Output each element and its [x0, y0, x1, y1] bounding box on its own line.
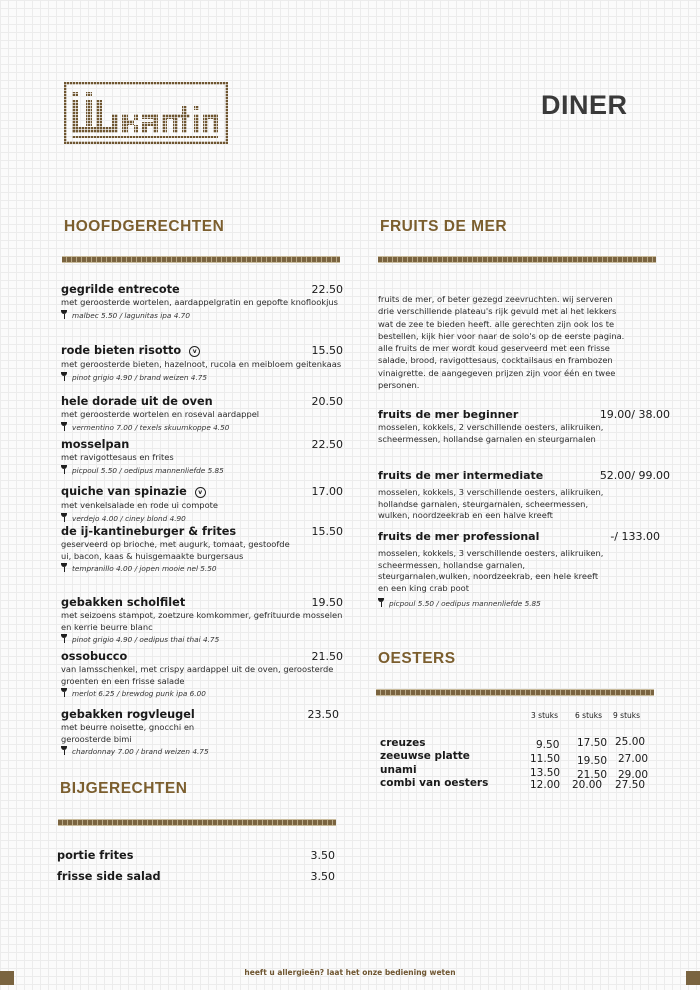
corner-mark — [686, 971, 700, 985]
oyster-price: 27.00 — [618, 753, 649, 765]
platter-price: 19.00/ 38.00 — [599, 408, 670, 421]
platter-description: mosselen, kokkels, 2 verschillende oesters, alikruiken, scheermessen, hollandse garnalen en steurgarnalen — [378, 422, 604, 444]
dish-description: met ravigottesaus en frites — [61, 452, 174, 462]
wine-glass-icon — [61, 513, 67, 522]
side-dish — [57, 849, 335, 862]
side-dish — [57, 870, 335, 883]
dish-name: hele dorade uit de oven — [61, 395, 213, 408]
side-dish-price: 3.50 — [310, 870, 335, 883]
menu-item — [61, 395, 343, 433]
wine-glass-icon — [61, 422, 67, 431]
wine-glass-icon — [61, 465, 67, 474]
drink-pairing: picpoul 5.50 / oedipus mannenliefde 5.85 — [61, 465, 343, 476]
oyster-name: zeeuwse platte — [380, 750, 470, 762]
dish-name: mosselpan — [61, 438, 130, 451]
menu-item — [61, 283, 343, 321]
wine-glass-icon — [61, 746, 67, 755]
oyster-name: unami — [380, 764, 417, 776]
menu-item — [61, 438, 343, 476]
side-dish-name: portie frites — [57, 849, 134, 862]
drink-pairing: verdejo 4.00 / ciney blond 4.90 — [61, 513, 343, 524]
dish-name: gegrilde entrecote — [61, 283, 180, 296]
platter-item — [378, 530, 660, 609]
menu-item — [61, 525, 343, 574]
dish-price: 15.50 — [311, 344, 343, 357]
drink-pairing: pinot grigio 4.90 / oedipus thai thai 4.75 — [61, 634, 343, 645]
menu-item — [61, 596, 343, 645]
dish-name: de ij-kantineburger & frites — [61, 525, 237, 538]
section-title-bijgerechten: BIJGERECHTEN — [60, 780, 188, 797]
section-title-fruits-de-mer: FRUITS DE MER — [380, 218, 508, 235]
section-title-oesters: OESTERS — [378, 650, 456, 667]
section-divider — [62, 256, 340, 263]
menu-item — [61, 339, 343, 383]
fruits-de-mer-intro: fruits de mer, of beter gezegd zeevruchten. wij serveren drie verschillende plateau's rijk gevuld met al het lekkers wat de zee te bieden heeft. alle gerechten zijn ook los te bestellen, kijk hier voor naar de solo's op de eerste pagina. alle fruits de mer wordt koud geserveerd met een frisse salade, brood, ravigottesaus, cocktailsaus en frambozen vinaigrette. de aangegeven prijzen zijn voor één en twee personen. — [378, 294, 625, 391]
wine-glass-icon — [61, 372, 67, 381]
platter-name: fruits de mer intermediate — [378, 469, 544, 482]
oyster-price: 13.50 — [530, 767, 561, 779]
dish-description: met geroosterde bieten, hazelnoot, rucola en meibloem geitenkaas — [61, 359, 342, 369]
wine-glass-icon — [378, 598, 384, 607]
oyster-price: 12.00 — [530, 779, 561, 791]
dish-description: met seizoens stampot, zoetzure komkommer, gefrituurde mosselen en kerrie beurre blanc — [61, 610, 343, 632]
dish-price: 15.50 — [311, 525, 343, 538]
dish-name: rode bieten risotto — [61, 344, 182, 357]
oyster-price: 29.00 — [618, 769, 649, 781]
wine-glass-icon — [61, 310, 67, 319]
drink-pairing: merlot 6.25 / brewdog punk ipa 6.00 — [61, 688, 343, 699]
dish-price: 19.50 — [311, 596, 343, 609]
dish-price: 20.50 — [311, 395, 343, 408]
section-divider — [376, 689, 654, 696]
drink-pairing: chardonnay 7.00 / brand weizen 4.75 — [61, 746, 339, 757]
dish-price: 22.50 — [311, 438, 343, 451]
wine-glass-icon — [61, 563, 67, 572]
allergy-notice: heeft u allergieën? laat het onze bediening weten — [244, 968, 456, 977]
dish-name: gebakken rogvleugel — [61, 708, 195, 721]
oyster-price: 25.00 — [615, 736, 646, 748]
vegetarian-icon: v — [189, 346, 200, 357]
corner-mark — [0, 971, 14, 985]
section-divider — [58, 819, 336, 826]
menu-item — [61, 708, 339, 757]
drink-pairing: vermentino 7.00 / texels skuumkoppe 4.50 — [61, 422, 343, 433]
wine-glass-icon — [61, 634, 67, 643]
vegetarian-icon: v — [195, 487, 206, 498]
dish-description: met geroosterde wortelen en roseval aardappel — [61, 409, 260, 419]
drink-pairing: tempranillo 4.00 / jopen mooie nel 5.50 — [61, 563, 343, 574]
column-header: 6 stuks — [575, 711, 603, 720]
side-dish-name: frisse side salad — [57, 870, 161, 883]
dish-name: quiche van spinazie — [61, 485, 187, 498]
dish-description: met beurre noisette, gnocchi en geroosterde bimi — [61, 722, 195, 744]
dish-price: 21.50 — [311, 650, 343, 663]
dish-description: van lamsschenkel, met crispy aardappel uit de oven, geroosterde groenten en een frisse salade — [61, 664, 334, 686]
column-header: 3 stuks — [531, 711, 559, 720]
oyster-price: 27.50 — [615, 779, 646, 791]
logo — [64, 82, 228, 144]
platter-price: -/ 133.00 — [610, 530, 660, 543]
platter-description: mosselen, kokkels, 3 verschillende oesters, alikruiken, scheermessen, hollandse garnalen, steurgarnalen,wulken, noordzeekrab, een hele kreeft en een king crab poot — [378, 548, 604, 593]
section-divider — [378, 256, 656, 263]
drink-pairing: malbec 5.50 / lagunitas ipa 4.70 — [61, 310, 343, 321]
platter-item — [378, 469, 670, 522]
dish-name: gebakken scholfilet — [61, 596, 186, 609]
menu-item — [61, 650, 343, 699]
oyster-price: 9.50 — [536, 739, 560, 751]
oyster-price: 17.50 — [577, 737, 608, 749]
drink-pairing: pinot grigio 4.90 / brand weizen 4.75 — [61, 372, 343, 383]
wine-glass-icon — [61, 688, 67, 697]
column-header: 9 stuks — [613, 711, 641, 720]
oyster-price: 11.50 — [530, 753, 561, 765]
dish-description: geserveerd op brioche, met augurk, tomaat, gestoofde ui, bacon, kaas & huisgemaakte burgersaus — [61, 539, 290, 561]
platter-name: fruits de mer beginner — [378, 408, 519, 421]
dish-name: ossobucco — [61, 650, 128, 663]
oyster-name: creuzes — [380, 737, 426, 749]
oyster-name: combi van oesters — [380, 777, 489, 789]
menu-item — [61, 480, 343, 524]
oyster-price: 19.50 — [577, 755, 608, 767]
dish-price: 22.50 — [311, 283, 343, 296]
oyster-price: 20.00 — [572, 779, 603, 791]
dish-price: 17.00 — [311, 485, 343, 498]
dish-description: met venkelsalade en rode ui compote — [61, 500, 219, 510]
platter-name: fruits de mer professional — [378, 530, 540, 543]
page-title: DINER — [541, 90, 628, 120]
section-title-hoofdgerechten: HOOFDGERECHTEN — [64, 218, 225, 235]
drink-pairing: picpoul 5.50 / oedipus mannenliefde 5.85 — [378, 598, 660, 609]
platter-item — [378, 408, 670, 445]
dish-description: met geroosterde wortelen, aardappelgratin en gepofte knoflookjus — [61, 297, 338, 307]
oyster-price: 21.50 — [577, 769, 608, 781]
dish-price: 23.50 — [307, 708, 339, 721]
platter-price: 52.00/ 99.00 — [599, 469, 670, 482]
platter-description: mosselen, kokkels, 3 verschillende oesters, alikruiken, hollandse garnalen, steurgarnalen, scheermessen, wulken, noordzeekrab en een halve kreeft — [378, 487, 604, 520]
side-dish-price: 3.50 — [310, 849, 335, 862]
